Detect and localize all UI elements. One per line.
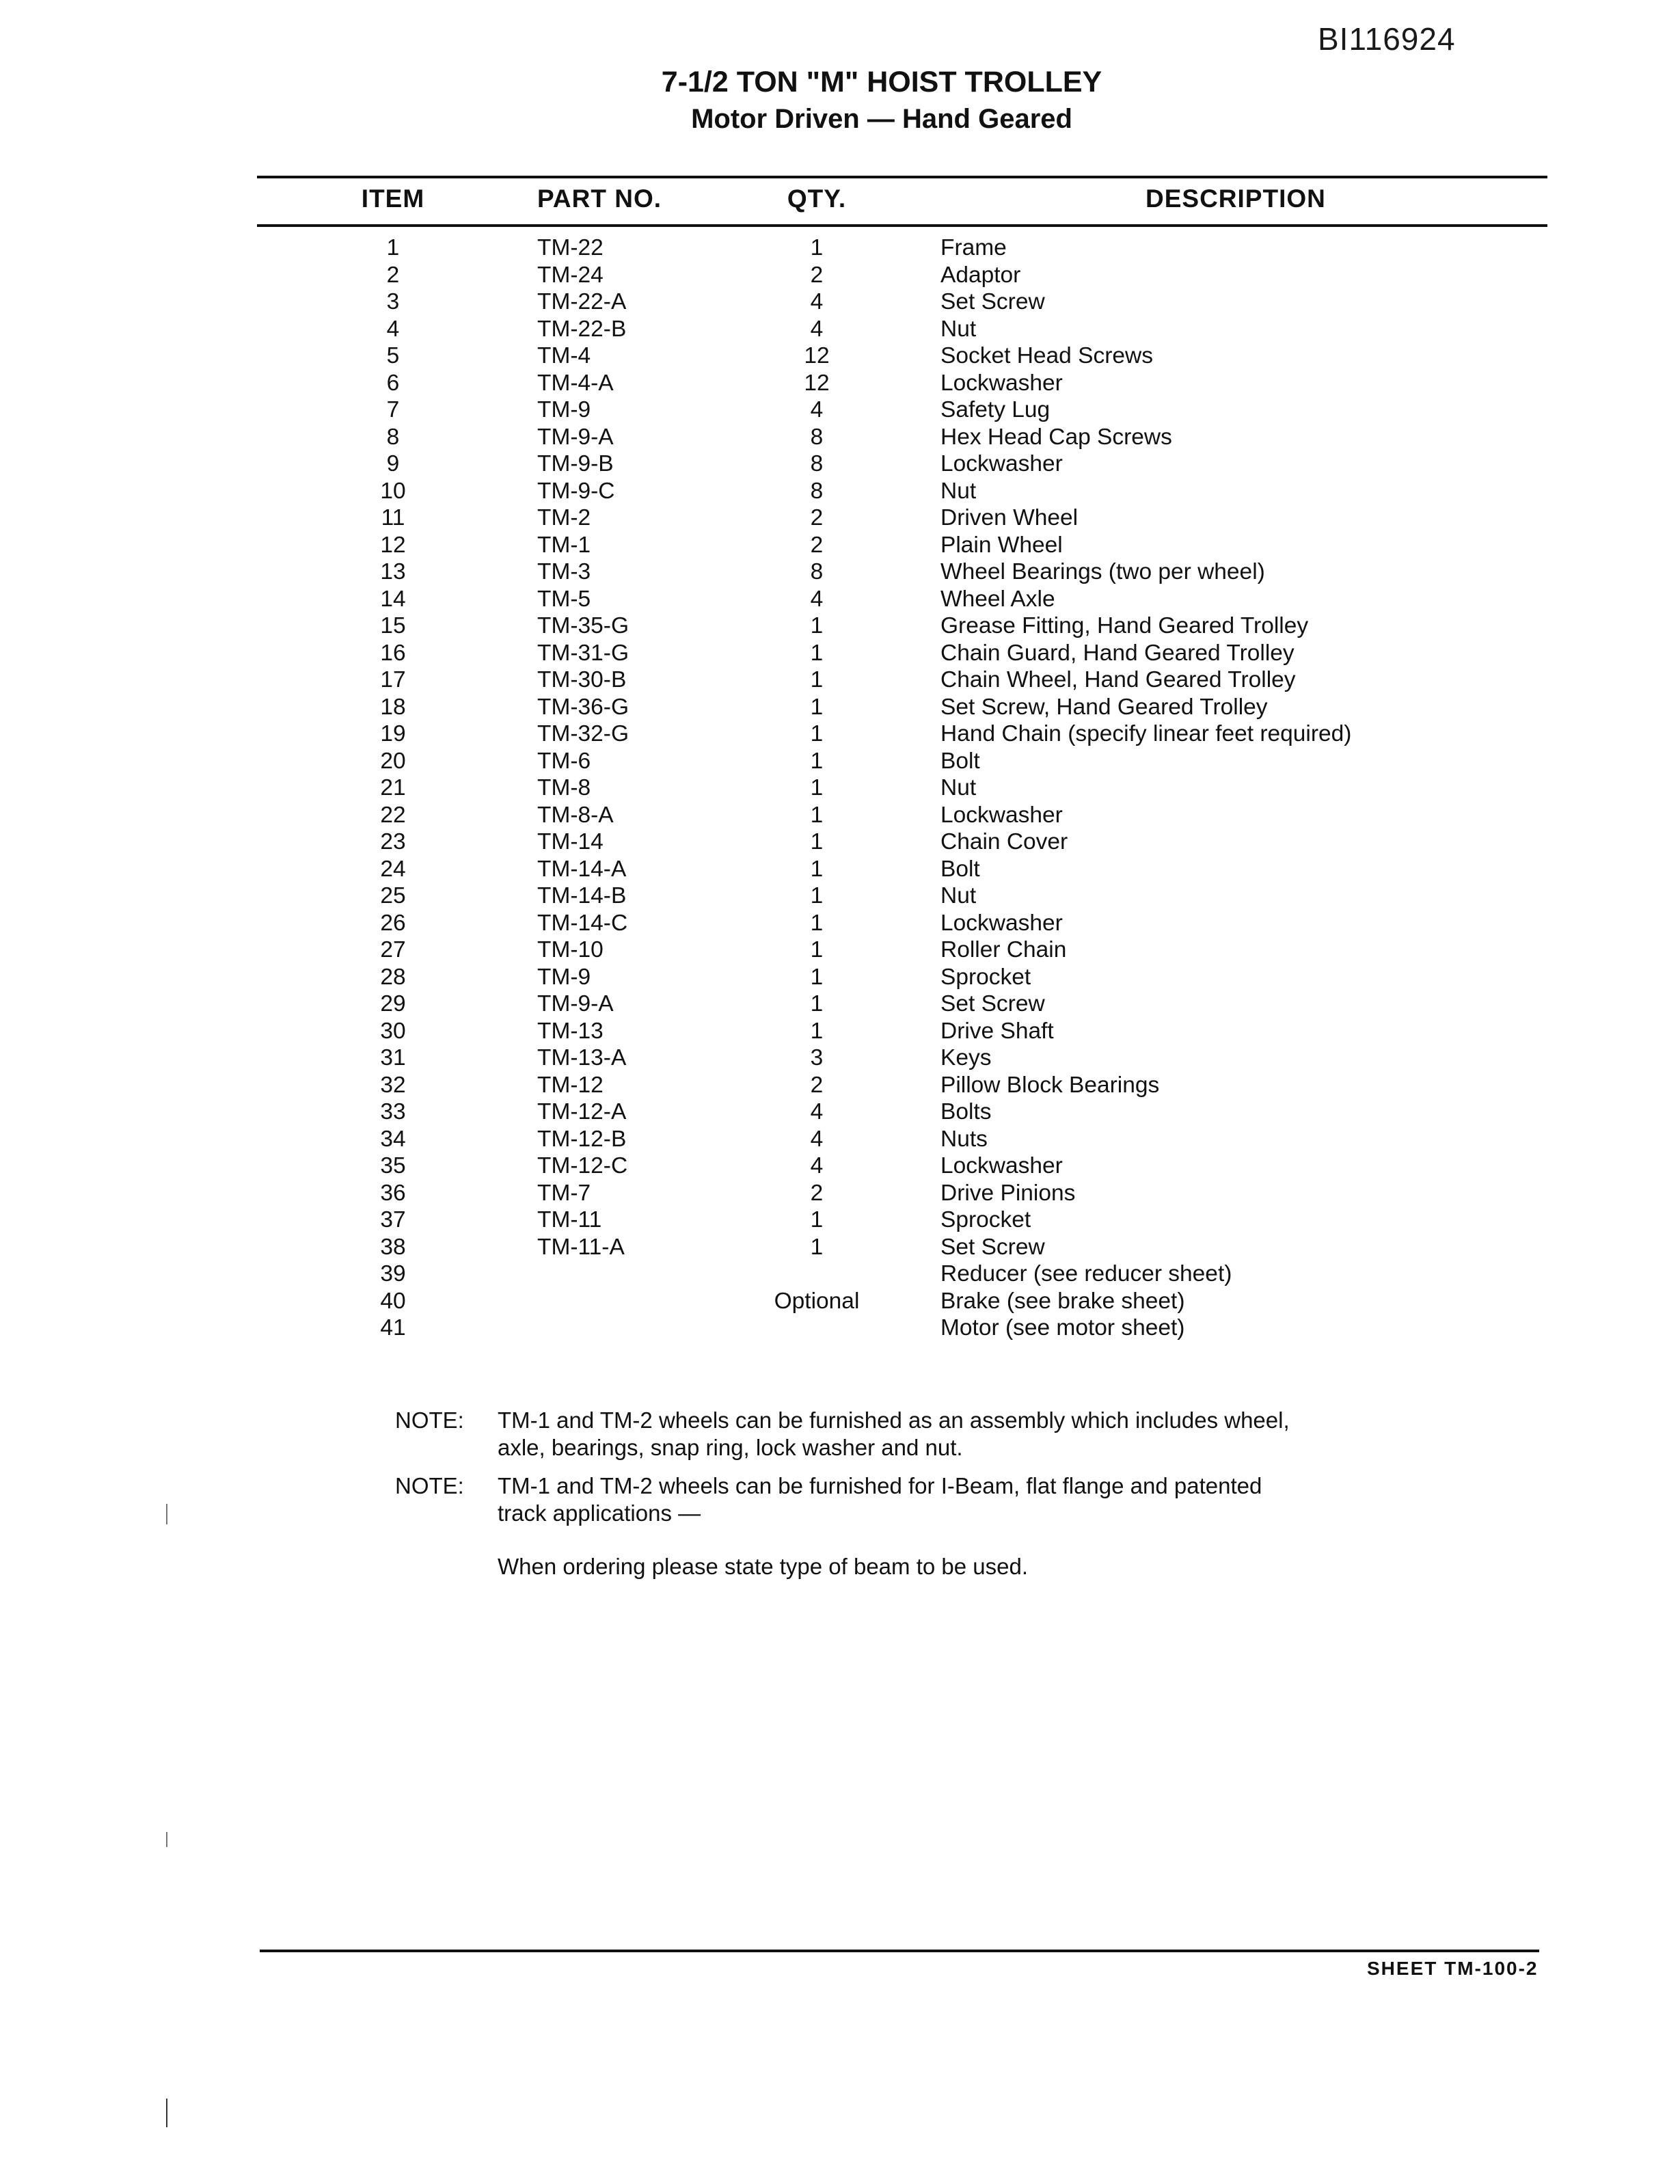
cell-qty: 2 (810, 1180, 824, 1206)
table-row (0, 910, 1680, 937)
table-row (0, 262, 1680, 289)
cell-description: Bolt (940, 856, 980, 882)
cell-description: Lockwasher (940, 802, 1063, 828)
cell-part-no: TM-11-A (537, 1234, 625, 1260)
cell-description: Safety Lug (940, 397, 1051, 422)
cell-description: Set Screw (940, 1234, 1045, 1260)
cell-description: Drive Pinions (940, 1180, 1076, 1206)
table-row (0, 774, 1680, 802)
cell-part-no: TM-13 (537, 1018, 604, 1044)
cell-item: 39 (380, 1261, 406, 1286)
cell-part-no: TM-31-G (537, 640, 629, 666)
cell-part-no: TM-4 (537, 343, 591, 368)
table-row (0, 1072, 1680, 1099)
note-label: NOTE: (395, 1407, 464, 1433)
cell-item: 33 (380, 1099, 406, 1124)
cell-qty: 8 (810, 559, 824, 584)
cell-item: 11 (381, 505, 405, 530)
sheet-number: SHEET TM-100-2 (1367, 1958, 1539, 1979)
table-row (0, 1180, 1680, 1207)
cell-qty: 1 (810, 1234, 824, 1260)
column-header-part-no: PART NO. (537, 185, 662, 213)
cell-item: 37 (380, 1207, 406, 1232)
note-assembly (395, 1407, 1407, 1461)
table-row (0, 558, 1680, 586)
cell-qty: 8 (810, 451, 824, 476)
cell-part-no: TM-11 (537, 1207, 602, 1232)
table-row (0, 396, 1680, 424)
cell-part-no: TM-5 (537, 586, 591, 612)
cell-description: Nut (940, 316, 977, 342)
cell-description: Wheel Bearings (two per wheel) (940, 559, 1265, 584)
cell-description: Pillow Block Bearings (940, 1072, 1160, 1098)
cell-description: Lockwasher (940, 370, 1063, 396)
cell-qty: 12 (804, 370, 830, 396)
cell-part-no: TM-7 (537, 1180, 591, 1206)
column-header-item: ITEM (361, 185, 425, 213)
cell-description: Frame (940, 235, 1007, 260)
cell-part-no: TM-9-C (537, 478, 615, 504)
cell-description: Lockwasher (940, 1153, 1063, 1178)
cell-item: 15 (380, 613, 406, 638)
cell-part-no: TM-22 (537, 235, 604, 260)
note-track-types (395, 1472, 1407, 1527)
cell-item: 27 (380, 937, 406, 962)
cell-qty: 4 (810, 586, 824, 612)
cell-part-no: TM-32-G (537, 721, 629, 746)
table-row (0, 802, 1680, 829)
table-row (0, 612, 1680, 640)
cell-description: Set Screw, Hand Geared Trolley (940, 694, 1268, 720)
cell-qty: 2 (810, 532, 824, 558)
table-row (0, 748, 1680, 775)
cell-item: 24 (380, 856, 406, 882)
table-row (0, 640, 1680, 667)
cell-item: 21 (380, 775, 406, 800)
cell-description: Set Screw (940, 289, 1045, 314)
cell-qty: 8 (810, 478, 824, 504)
table-row (0, 424, 1680, 451)
cell-item: 9 (386, 451, 400, 476)
cell-part-no: TM-4-A (537, 370, 614, 396)
table-row (0, 1288, 1680, 1315)
title-block (519, 63, 1244, 137)
cell-item: 5 (386, 343, 400, 368)
table-row (0, 586, 1680, 613)
cell-qty: 1 (810, 1018, 824, 1044)
table-row (0, 288, 1680, 316)
note-text-line: track applications — (498, 1500, 701, 1526)
cell-part-no: TM-8-A (537, 802, 614, 828)
table-top-rule (257, 176, 1547, 178)
ordering-instruction: When ordering please state type of beam to be used. (498, 1554, 1028, 1579)
table-row (0, 1260, 1680, 1288)
table-row (0, 1315, 1680, 1342)
page-title: 7-1/2 TON "M" HOIST TROLLEY (661, 66, 1102, 98)
table-row (0, 694, 1680, 721)
cell-part-no: TM-24 (537, 262, 604, 288)
footer-rule (260, 1950, 1539, 1952)
table-row (0, 1152, 1680, 1180)
scan-margin-mark (166, 1832, 167, 1847)
cell-qty: 1 (810, 937, 824, 962)
cell-part-no: TM-6 (537, 748, 591, 774)
cell-description: Adaptor (940, 262, 1021, 288)
cell-item: 41 (380, 1315, 406, 1340)
cell-description: Motor (see motor sheet) (940, 1315, 1185, 1340)
cell-description: Sprocket (940, 1207, 1031, 1232)
cell-description: Nut (940, 883, 977, 908)
cell-item: 2 (386, 262, 400, 288)
cell-description: Bolt (940, 748, 980, 774)
table-row (0, 1206, 1680, 1234)
cell-part-no: TM-9-A (537, 991, 614, 1016)
cell-item: 4 (386, 316, 400, 342)
table-row (0, 370, 1680, 397)
cell-description: Plain Wheel (940, 532, 1063, 558)
table-row (0, 532, 1680, 559)
cell-part-no: TM-12-B (537, 1126, 627, 1152)
cell-part-no: TM-30-B (537, 667, 627, 692)
cell-description: Nut (940, 775, 977, 800)
cell-item: 7 (386, 397, 400, 422)
cell-item: 6 (386, 370, 400, 396)
cell-qty: 4 (810, 316, 824, 342)
table-row (0, 856, 1680, 883)
cell-part-no: TM-14-C (537, 910, 628, 936)
cell-part-no: TM-2 (537, 505, 591, 530)
note-text-line: TM-1 and TM-2 wheels can be furnished for I-Beam, flat flange and patented (498, 1473, 1262, 1498)
cell-part-no: TM-3 (537, 559, 591, 584)
cell-item: 13 (380, 559, 406, 584)
cell-qty: 1 (810, 991, 824, 1016)
table-row (0, 478, 1680, 505)
scan-margin-mark (166, 1504, 167, 1524)
table-row (0, 990, 1680, 1018)
cell-part-no: TM-14-A (537, 856, 627, 882)
cell-item: 3 (386, 289, 400, 314)
table-row (0, 828, 1680, 856)
table-row (0, 666, 1680, 694)
cell-qty: 2 (810, 505, 824, 530)
table-row (0, 1234, 1680, 1261)
cell-item: 32 (380, 1072, 406, 1098)
cell-part-no: TM-14-B (537, 883, 627, 908)
note-text-line: TM-1 and TM-2 wheels can be furnished as an assembly which includes wheel, (498, 1407, 1290, 1433)
cell-description: Sprocket (940, 964, 1031, 990)
cell-description: Hex Head Cap Screws (940, 424, 1172, 450)
cell-item: 19 (380, 721, 406, 746)
table-row (0, 964, 1680, 991)
cell-qty: 1 (810, 667, 824, 692)
cell-part-no: TM-10 (537, 937, 604, 962)
cell-description: Keys (940, 1045, 992, 1070)
cell-item: 10 (380, 478, 406, 504)
cell-qty: 1 (810, 721, 824, 746)
cell-item: 20 (380, 748, 406, 774)
cell-part-no: TM-9-A (537, 424, 614, 450)
cell-part-no: TM-22-B (537, 316, 627, 342)
cell-item: 26 (380, 910, 406, 936)
cell-item: 34 (380, 1126, 406, 1152)
cell-description: Bolts (940, 1099, 992, 1124)
table-row (0, 342, 1680, 370)
cell-qty: 1 (810, 235, 824, 260)
table-row (0, 234, 1680, 262)
cell-description: Chain Wheel, Hand Geared Trolley (940, 667, 1296, 692)
cell-description: Brake (see brake sheet) (940, 1288, 1185, 1314)
cell-part-no: TM-9-B (537, 451, 614, 476)
cell-description: Roller Chain (940, 937, 1067, 962)
cell-part-no: TM-8 (537, 775, 591, 800)
cell-qty: 1 (810, 640, 824, 666)
cell-qty: 4 (810, 397, 824, 422)
cell-description: Grease Fitting, Hand Geared Trolley (940, 613, 1309, 638)
cell-item: 40 (380, 1288, 406, 1314)
parts-table-body (0, 234, 1680, 1342)
scan-margin-mark (166, 2099, 167, 2127)
cell-item: 16 (380, 640, 406, 666)
cell-qty: 4 (810, 1153, 824, 1178)
cell-part-no: TM-36-G (537, 694, 629, 720)
cell-qty: 1 (810, 748, 824, 774)
cell-item: 8 (386, 424, 400, 450)
cell-qty: 2 (810, 1072, 824, 1098)
document-id: BI116924 (1318, 21, 1456, 57)
cell-description: Lockwasher (940, 451, 1063, 476)
cell-item: 17 (380, 667, 406, 692)
cell-part-no: TM-12-C (537, 1153, 628, 1178)
cell-part-no: TM-1 (537, 532, 591, 558)
cell-part-no: TM-22-A (537, 289, 627, 314)
note-label: NOTE: (395, 1473, 464, 1498)
cell-part-no: TM-12-A (537, 1099, 627, 1124)
cell-item: 22 (380, 802, 406, 828)
note-text-line: axle, bearings, snap ring, lock washer and nut. (498, 1435, 963, 1460)
cell-item: 31 (380, 1045, 406, 1070)
cell-item: 38 (380, 1234, 406, 1260)
cell-item: 1 (386, 235, 400, 260)
cell-qty: 1 (810, 964, 824, 990)
cell-item: 14 (380, 586, 406, 612)
cell-qty: 4 (810, 1099, 824, 1124)
cell-qty: 8 (810, 424, 824, 450)
cell-part-no: TM-12 (537, 1072, 604, 1098)
cell-item: 30 (380, 1018, 406, 1044)
cell-qty: 1 (810, 694, 824, 720)
cell-item: 18 (380, 694, 406, 720)
table-row (0, 504, 1680, 532)
cell-qty: 1 (810, 856, 824, 882)
cell-item: 25 (380, 883, 406, 908)
cell-description: Driven Wheel (940, 505, 1079, 530)
table-row (0, 936, 1680, 964)
cell-description: Hand Chain (specify linear feet required) (940, 721, 1352, 746)
table-row (0, 1126, 1680, 1153)
cell-item: 36 (380, 1180, 406, 1206)
column-header-qty: QTY. (787, 185, 847, 213)
cell-description: Lockwasher (940, 910, 1063, 936)
cell-part-no: TM-9 (537, 397, 591, 422)
cell-qty: 3 (810, 1045, 824, 1070)
cell-qty: 1 (810, 883, 824, 908)
cell-description: Chain Guard, Hand Geared Trolley (940, 640, 1295, 666)
cell-part-no: TM-13-A (537, 1045, 627, 1070)
cell-qty: 2 (810, 262, 824, 288)
cell-description: Nut (940, 478, 977, 504)
table-row (0, 316, 1680, 343)
cell-qty: 1 (810, 1207, 824, 1232)
cell-qty: 4 (810, 1126, 824, 1152)
cell-qty: 4 (810, 289, 824, 314)
cell-description: Drive Shaft (940, 1018, 1054, 1044)
cell-part-no: TM-35-G (537, 613, 629, 638)
table-row (0, 1044, 1680, 1072)
cell-item: 28 (380, 964, 406, 990)
table-row (0, 720, 1680, 748)
cell-qty: 1 (810, 613, 824, 638)
cell-item: 12 (380, 532, 406, 558)
table-row (0, 882, 1680, 910)
cell-description: Socket Head Screws (940, 343, 1153, 368)
cell-description: Wheel Axle (940, 586, 1055, 612)
table-row (0, 450, 1680, 478)
cell-description: Chain Cover (940, 829, 1068, 854)
notes-section (395, 1407, 1407, 1538)
cell-description: Reducer (see reducer sheet) (940, 1261, 1232, 1286)
cell-description: Set Screw (940, 991, 1045, 1016)
table-header-rule (257, 224, 1547, 227)
cell-item: 23 (380, 829, 406, 854)
cell-description: Nuts (940, 1126, 988, 1152)
cell-part-no: TM-14 (537, 829, 604, 854)
cell-qty: 1 (810, 775, 824, 800)
cell-item: 35 (380, 1153, 406, 1178)
column-header-description: DESCRIPTION (1146, 185, 1326, 213)
cell-item: 29 (380, 991, 406, 1016)
cell-qty: 1 (810, 910, 824, 936)
cell-qty: 12 (804, 343, 830, 368)
table-row (0, 1018, 1680, 1045)
cell-part-no: TM-9 (537, 964, 591, 990)
cell-qty: 1 (810, 829, 824, 854)
page-subtitle: Motor Driven — Hand Geared (691, 104, 1072, 134)
cell-qty: 1 (810, 802, 824, 828)
cell-qty: Optional (774, 1288, 860, 1314)
table-row (0, 1098, 1680, 1126)
